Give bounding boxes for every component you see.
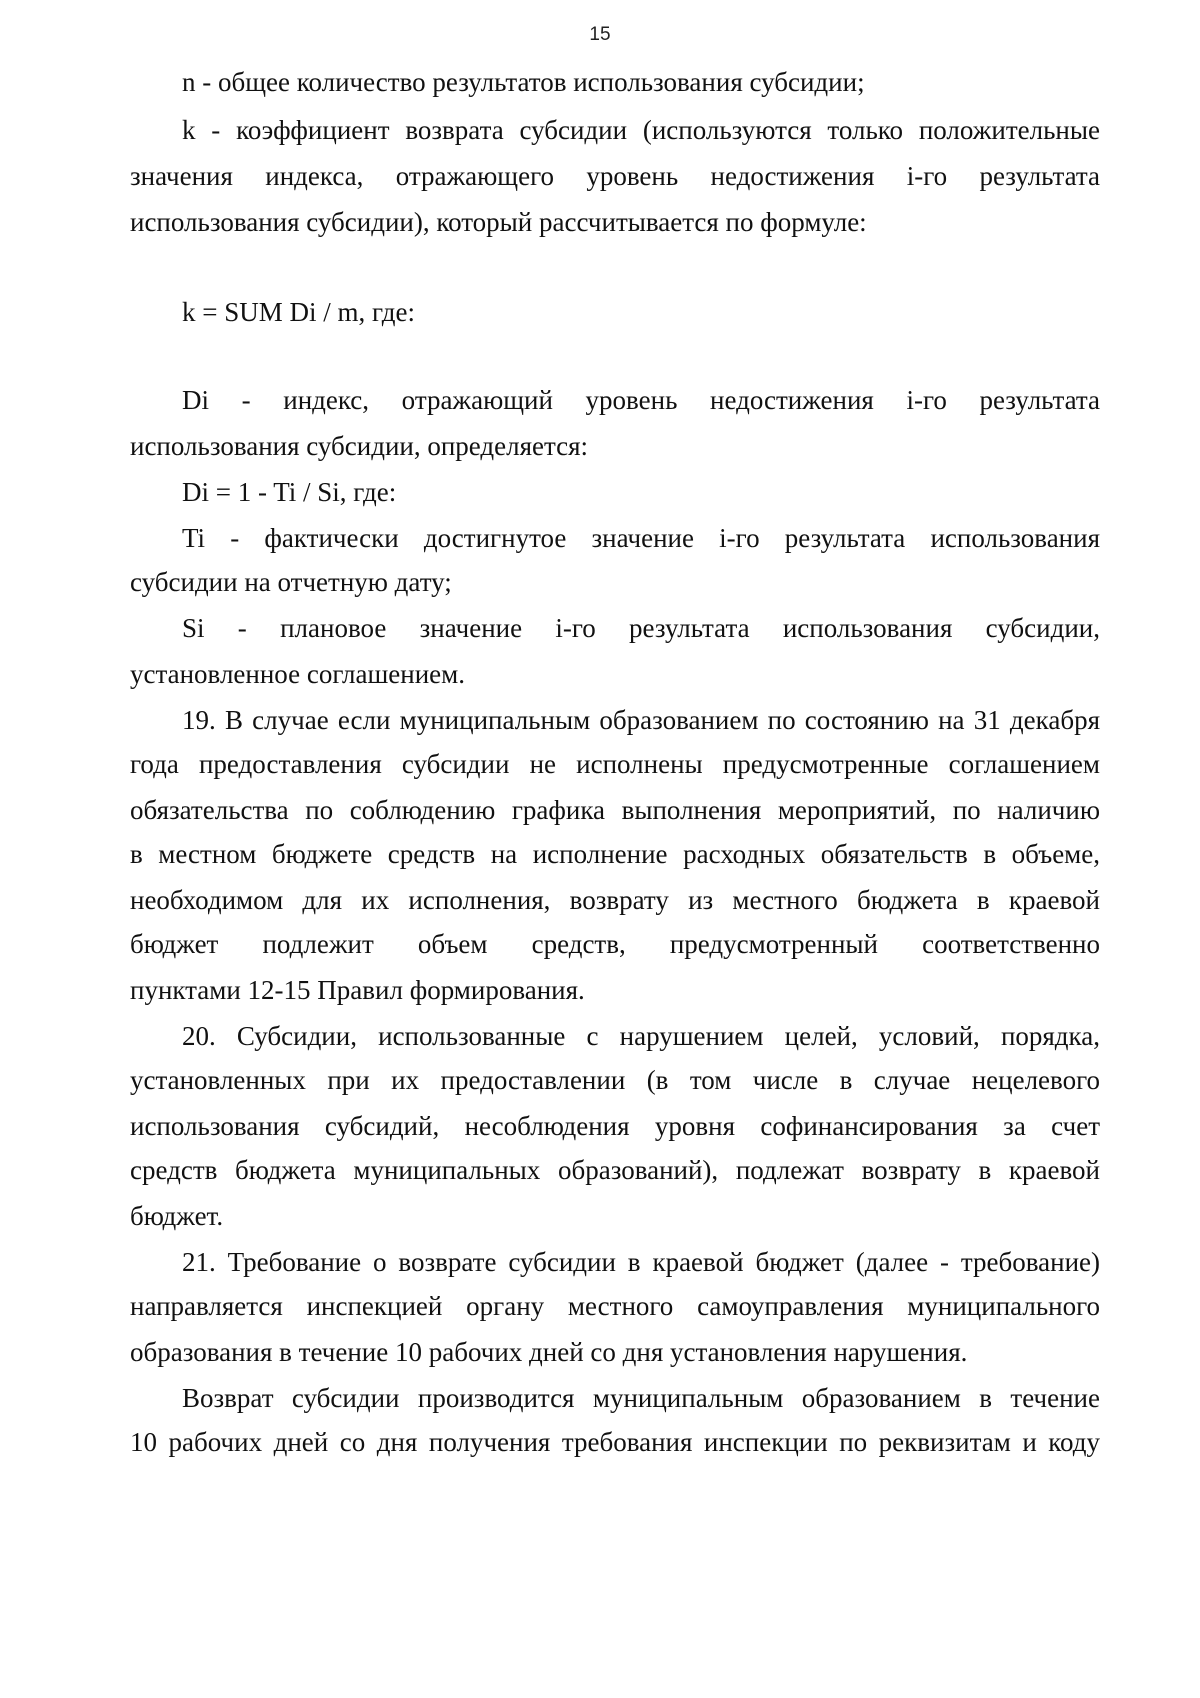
text-line: Ti - фактически достигнутое значение i-го результата использования [182, 523, 1100, 553]
paragraph-20-line: бюджет. [130, 1201, 224, 1231]
text-line: n - общее количество результатов использования субсидии; [182, 67, 865, 97]
paragraph-19-line: необходимом для их исполнения, возврату из местного бюджета в краевой [130, 885, 1100, 915]
paragraph-19-line: 19. В случае если муниципальным образованием по состоянию на 31 декабря [182, 705, 1100, 735]
paragraph-return-line: Возврат субсидии производится муниципальным образованием в течение [182, 1383, 1100, 1413]
paragraph-19-line: года предоставления субсидии не исполнены предусмотренные соглашением [130, 749, 1100, 779]
paragraph-20-line: использования субсидий, несоблюдения уровня софинансирования за счет [130, 1111, 1100, 1141]
paragraph-20-line: 20. Субсидии, использованные с нарушением целей, условий, порядка, [182, 1021, 1100, 1051]
text-line: субсидии на отчетную дату; [130, 567, 452, 597]
paragraph-19-line: пунктами 12-15 Правил формирования. [130, 975, 585, 1005]
text-line: установленное соглашением. [130, 659, 465, 689]
paragraph-20-line: установленных при их предоставлении (в том числе в случае нецелевого [130, 1065, 1100, 1095]
paragraph-return-line: 10 рабочих дней со дня получения требования инспекции по реквизитам и коду [130, 1427, 1100, 1457]
text-line: значения индекса, отражающего уровень недостижения i-го результата [130, 161, 1100, 191]
text-line: использования субсидии, определяется: [130, 431, 589, 461]
text-line: использования субсидии), который рассчитывается по формуле: [130, 207, 867, 237]
paragraph-21-line: образования в течение 10 рабочих дней со дня установления нарушения. [130, 1337, 968, 1367]
paragraph-20-line: средств бюджета муниципальных образований), подлежат возврату в краевой [130, 1155, 1100, 1185]
text-line: k - коэффициент возврата субсидии (используются только положительные [182, 115, 1100, 145]
paragraph-19-line: в местном бюджете средств на исполнение расходных обязательств в объеме, [130, 839, 1100, 869]
paragraph-21-line: 21. Требование о возврате субсидии в краевой бюджет (далее - требование) [182, 1247, 1100, 1277]
text-line: Si - плановое значение i-го результата использования субсидии, [182, 613, 1100, 643]
formula-line: Di = 1 - Ti / Si, где: [182, 477, 397, 507]
text-line: Di - индекс, отражающий уровень недостижения i-го результата [182, 385, 1100, 415]
paragraph-21-line: направляется инспекцией органу местного самоуправления муниципального [130, 1291, 1100, 1321]
paragraph-19-line: бюджет подлежит объем средств, предусмотренный соответственно [130, 929, 1100, 959]
paragraph-19-line: обязательства по соблюдению графика выполнения мероприятий, по наличию [130, 795, 1100, 825]
formula-line: k = SUM Di / m, где: [182, 297, 415, 327]
page-number: 15 [589, 24, 611, 45]
